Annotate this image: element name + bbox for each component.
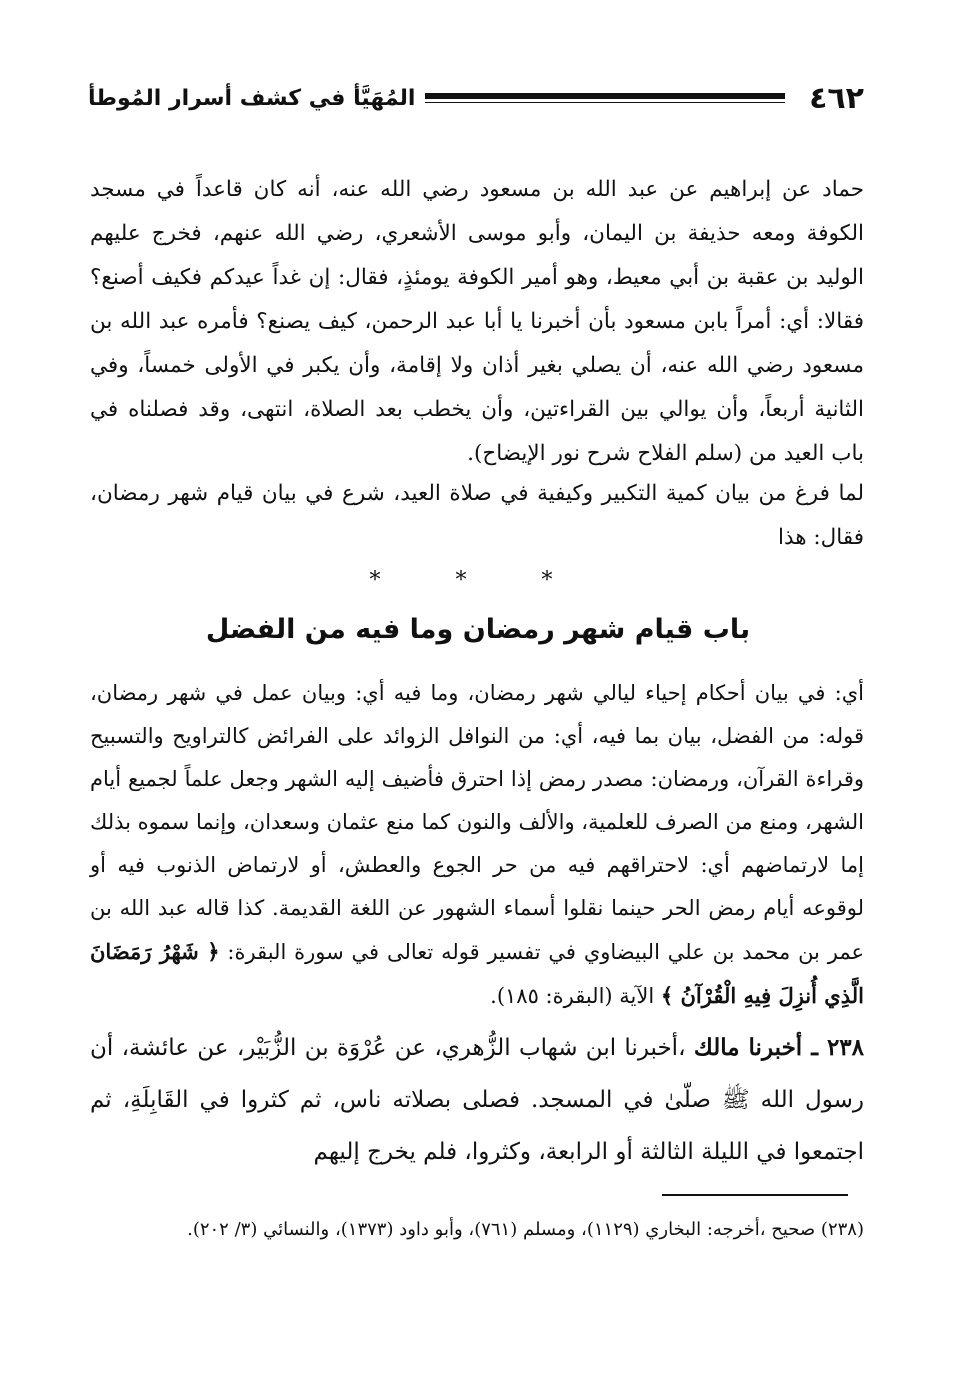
verse-reference: الآية (البقرة: ١٨٥). <box>490 984 655 1008</box>
section-separator: * * * <box>369 568 587 593</box>
header-rule <box>425 93 785 103</box>
commentary-paragraph <box>90 672 864 1018</box>
transition-paragraph <box>90 472 864 560</box>
footnote-rule <box>662 1194 848 1196</box>
running-title: المُهَيَّأ في كشف أسرار المُوطأ <box>88 85 416 111</box>
transition-text: لما فرغ من بيان كمية التكبير وكيفية في صلاة العيد، شرع في بيان قيام شهر رمضان، فقال: هذا <box>90 481 864 550</box>
quran-verse: ﴿ شَهْرُ رَمَضَانَ الَّذِي أُنزِلَ فِيهِ الْقُرْآنُ ﴾ <box>90 939 864 1008</box>
commentary-text: أي: في بيان أحكام إحياء ليالي شهر رمضان، وما فيه أي: وبيان عمل في شهر رمضان، قوله: من الفضل، بيان بما فيه، أي: من النوافل الزوائد على الفرائض كالتراويح والتسبيح وقراءة القرآن، ورمضان: مصدر رمض إذا احترق فأضيف إليه الشهر وجعل علماً لجميع أيام الشهر، ومنع من الصرف للعلمية، والألف والنون كما منع عثمان وسعدان، وإنما سموه بذلك إما لارتماضهم أي: لاحتراقهم فيه من حر الجوع والعطش، أو لارتماض الذنوب فيه أو لوقوعه أيام رمض الحر حينما نقلوا أسماء الشهور عن اللغة القديمة. كذا قاله عبد الله بن عمر بن محمد بن علي البيضاوي في تفسير قوله تعالى في سورة البقرة: <box>90 681 865 964</box>
footnote-text: (٢٣٨) صحيح ،أخرجه: البخاري (١١٢٩)، ومسلم (٧٦١)، وأبو داود (١٣٧٣)، والنسائي (٣/ ٢٠٢). <box>187 1219 864 1240</box>
footnote <box>90 1210 864 1250</box>
page-header <box>88 78 864 118</box>
page-number: ٤٦٢ <box>809 80 864 116</box>
chapter-title: باب قيام شهر رمضان وما فيه من الفضل <box>205 614 751 645</box>
hadith-paragraph <box>90 1022 864 1178</box>
intro-text: حماد عن إبراهيم عن عبد الله بن مسعود رضي الله عنه، أنه كان قاعداً في مسجد الكوفة ومعه حذيفة بن اليمان، وأبو موسى الأشعري، رضي الله عنهم، فخرج عليهم الوليد بن عقبة بن أبي معيط، وهو أمير الكوفة يومئذٍ، فقال: إن غداً عيدكم فكيف أصنع؟ فقالا: أي: أمراً بابن مسعود بأن أخبرنا يا أبا عبد الرحمن، كيف يصنع؟ فأمره عبد الله بن مسعود رضي الله عنه، أن يصلي بغير أذان ولا إقامة، وأن يكبر في الأولى خمساً، وفي الثانية أربعاً، وأن يوالي بين القراءتين، وأن يخطب بعد الصلاة، انتهى، وقد فصلناه في باب العيد من (سلم الفلاح شرح نور الإيضاح). <box>90 177 864 466</box>
hadith-number: ٢٣٨ ـ أخبرنا مالك <box>693 1034 864 1061</box>
hadith-text: ،أخبرنا ابن شهاب الزُّهري، عن عُرْوَة بن الزُّبَيْر، عن عائشة، أن رسول الله ﷺ صلّىٰ في المسجد. فصلى بصلاته ناس، ثم كثروا في القَابِلَةِ، ثم اجتمعوا في الليلة الثالثة أو الرابعة، وكثروا، فلم يخرج إليهم <box>90 1035 864 1165</box>
intro-paragraph <box>90 168 864 476</box>
